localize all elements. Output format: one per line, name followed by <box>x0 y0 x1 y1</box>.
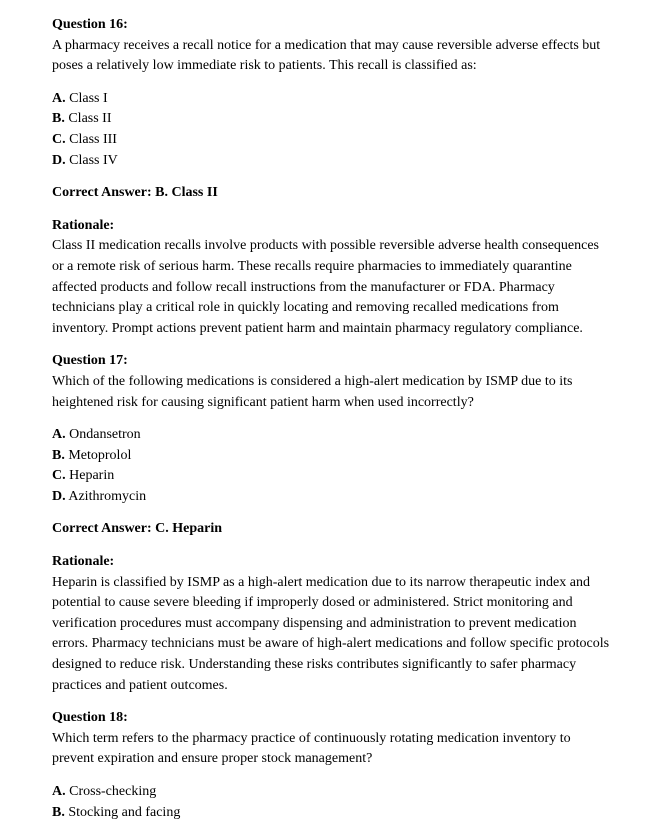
option-letter: B. <box>52 804 65 820</box>
question-block-17 <box>52 351 614 413</box>
option-row <box>52 130 614 151</box>
rationale-heading: Rationale: <box>52 217 115 233</box>
option-letter: C. <box>52 468 66 484</box>
question-text: Which term refers to the pharmacy practice of continuously rotating medication inventory to prevent expiration and ensure proper stock management? <box>52 730 571 767</box>
option-letter: D. <box>52 152 66 168</box>
question-text: A pharmacy receives a recall notice for a medication that may cause reversible adverse effects but poses a relatively low immediate risk to patients. This recall is classified as: <box>52 37 601 74</box>
option-text: Metoprolol <box>68 447 132 463</box>
rationale-heading: Rationale: <box>52 554 115 570</box>
option-row <box>52 425 614 446</box>
options-list <box>52 782 614 823</box>
option-text: Heparin <box>69 468 115 484</box>
correct-answer: Correct Answer: B. Class II <box>52 185 218 201</box>
options-list <box>52 89 614 171</box>
option-row <box>52 446 614 467</box>
option-row <box>52 466 614 487</box>
rationale-text: Heparin is classified by ISMP as a high-alert medication due to its narrow therapeutic index and potential to cause severe bleeding if improperly dosed or administered. Strict monitoring and verification procedures must accompany dispensing and administration to prevent medication errors. Pharmacy technicians must be aware of high-alert medications and follow specific protocols designed to reduce risk. Understanding these risks contributes significantly to safer pharmacy practices and patient outcomes. <box>52 574 610 693</box>
option-text: Class II <box>68 111 112 127</box>
option-text: Ondansetron <box>69 427 141 443</box>
rationale-block <box>52 552 614 696</box>
question-block-18 <box>52 708 614 770</box>
question-text: Which of the following medications is considered a high-alert medication by ISMP due to its heightened risk for causing significant patient harm when used incorrectly? <box>52 373 573 410</box>
option-letter: A. <box>52 427 66 443</box>
option-letter: B. <box>52 447 65 463</box>
option-text: Azithromycin <box>68 488 147 504</box>
option-row <box>52 782 614 803</box>
option-row <box>52 151 614 172</box>
option-row <box>52 109 614 130</box>
option-letter: C. <box>52 131 66 147</box>
option-letter: D. <box>52 488 66 504</box>
option-text: Cross-checking <box>69 784 157 799</box>
question-heading: Question 18: <box>52 710 128 726</box>
option-letter: A. <box>52 784 66 799</box>
question-heading: Question 17: <box>52 353 128 369</box>
option-row <box>52 487 614 508</box>
option-text: Class I <box>69 90 108 106</box>
options-list <box>52 425 614 507</box>
option-text: Class IV <box>69 152 118 168</box>
question-block-16 <box>52 15 614 77</box>
option-row <box>52 803 614 823</box>
option-row <box>52 89 614 110</box>
option-letter: B. <box>52 111 65 127</box>
question-heading: Question 16: <box>52 17 128 32</box>
option-text: Class III <box>69 131 117 147</box>
rationale-text: Class II medication recalls involve products with possible reversible adverse health consequences or a remote risk of serious harm. These recalls require pharmacies to immediately quarantine affected products and follow recall instructions from the manufacturer or FDA. Pharmacy technicians play a critical role in quickly locating and removing recalled medications from inventory. Prompt actions prevent patient harm and maintain pharmacy regulatory compliance. <box>52 238 599 336</box>
option-text: Stocking and facing <box>68 804 181 820</box>
rationale-block <box>52 216 614 340</box>
correct-answer: Correct Answer: C. Heparin <box>52 521 223 537</box>
option-letter: A. <box>52 90 66 106</box>
